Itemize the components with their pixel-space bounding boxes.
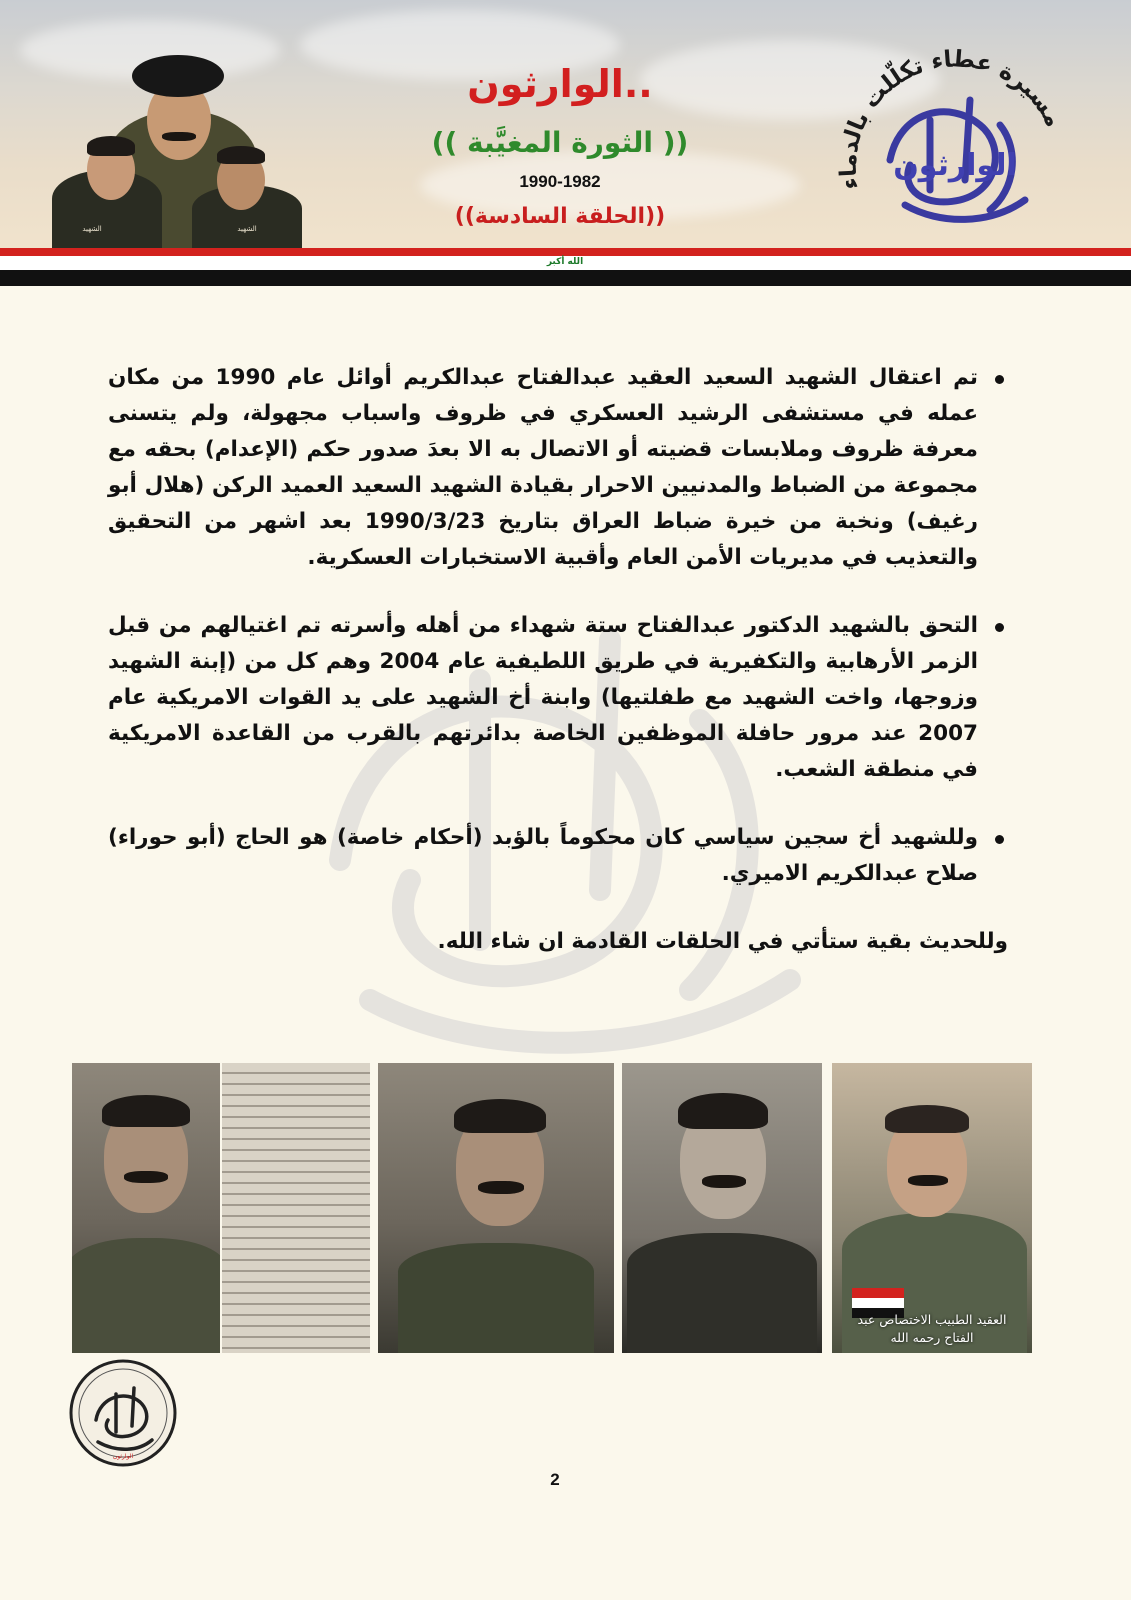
episode-label: ((الحلقة السادسة)) [454, 204, 666, 229]
document-photo [222, 1063, 370, 1353]
officer-caption-right: الشهيد [237, 225, 257, 233]
years-label: 1990-1982 [519, 172, 601, 191]
page-subtitle: (( الثورة المغيَّبة )) [431, 126, 689, 159]
photo-caption-line2: الفتاح رحمه الله [890, 1330, 974, 1345]
photo-caption [832, 1311, 1032, 1347]
photo-caption-line1: العقيد الطبيب الاختصاص عبد [857, 1312, 1007, 1327]
header-banner [0, 0, 1131, 252]
portrait-photo-2 [378, 1063, 614, 1353]
logo-calligraphy: الوارثون [893, 148, 1017, 183]
officers-portrait-group [52, 40, 302, 252]
flag-icon [852, 1288, 904, 1298]
alwarithoon-stamp-logo [68, 1358, 178, 1468]
bullet-brother: وللشهيد أخ سجين سياسي كان محكوماً بالؤبد (أحكام خاصة) هو الحاج (أبو حوراء) صلاح عبدالكريم الاميري. [108, 820, 1008, 892]
stamp-calligraphy: الوارثون [112, 1453, 134, 1460]
takbir-text: الله أكبر [546, 257, 584, 267]
portrait-photo-4 [832, 1063, 1032, 1353]
portrait-photo-3 [622, 1063, 822, 1353]
officer-caption-left: الشهيد [82, 225, 102, 233]
page-title: الوارثون.. [467, 62, 653, 106]
bullet-arrest: تم اعتقال الشهيد السعيد العقيد عبدالفتاح عبدالكريم أوائل عام 1990 من مكان عمله في مستشفى الرشيد العسكري في ظروف واسباب مجهولة، ولم يتسنى معرفة ظروف وملابسات قضيته أو الاتصال به الا بعدَ صدور حكم (الإعدام) بحقه مع مجموعة من الضباط والمدنيين الاحرار بقيادة الشهيد السعيد العميد الركن (هلال أبو رغيف) ونخبة من خيرة ضباط العراق بتاريخ 1990/3/23 بعد اشهر من التحقيق والتعذيب في مديريات الأمن العام وأقبية الاستخبارات العسكرية. [108, 360, 1008, 576]
article-body [108, 360, 1008, 960]
closing-note: وللحديث بقية ستأتي في الحلقات القادمة ان شاء الله. [437, 929, 1008, 954]
portrait-photo-1 [72, 1063, 220, 1353]
page-number: 2 [550, 1470, 560, 1489]
bullet-family-martyrs: التحق بالشهيد الدكتور عبدالفتاح ستة شهداء من أهله وأسرته تم اغتيالهم من قبل الزمر الأرهابية والتكفيرية في طريق اللطيفية عام 2004 وهم كل من (إبنة الشهيد وزوجها، واخت الشهيد مع طفلتيها) وابنة أخ الشهيد على يد القوات الامريكية عام 2007 عند مرور حافلة الموظفين الخاصة بدائرتهم بالقرب من القاعدة الامريكية في منطقة الشعب. [108, 608, 1008, 788]
flag-black-stripe [0, 270, 1131, 286]
alwarithoon-logo [830, 30, 1080, 245]
logo-slogan: مسيرة عطاء تكلّلت بالدماء [835, 46, 1067, 192]
flag-red-stripe [0, 248, 1131, 256]
